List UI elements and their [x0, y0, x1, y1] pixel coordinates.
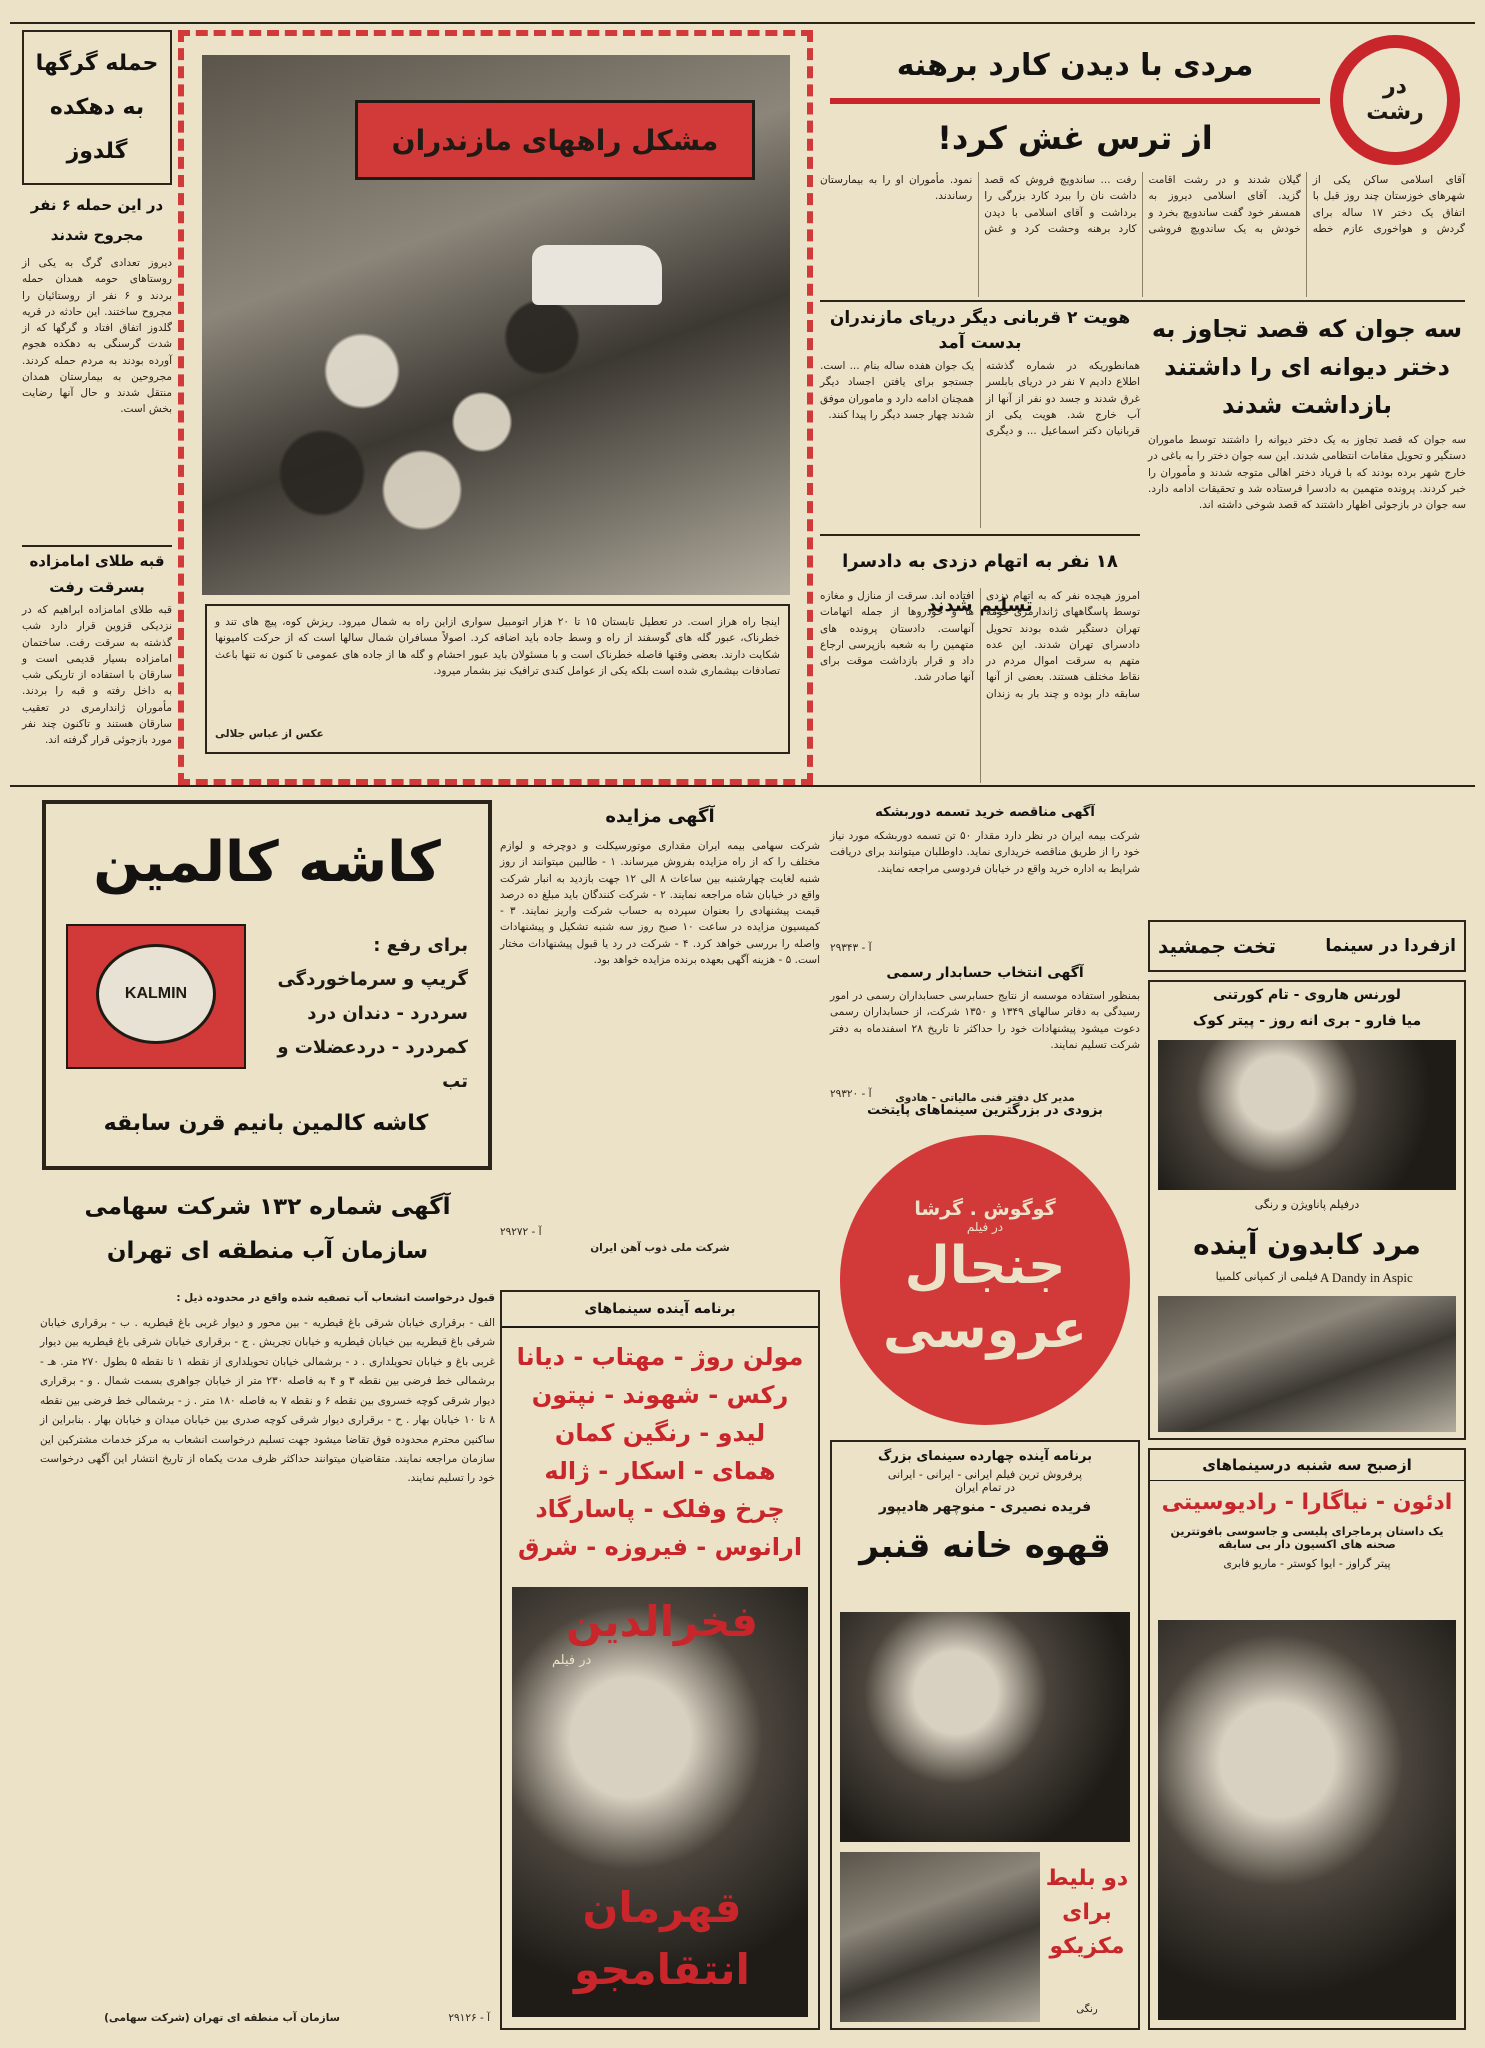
- mazandaran-credit: عکس از عباس جلالی: [215, 728, 324, 740]
- notice132-body: الف - برقراری خیابان شرقی باغ قیطریه - بین محور و دیوار غربی باغ قیطریه . ب - برقراری خیابان شرقی باغ قیطریه بین خیابان قیطریه و خیابان تجریش . ج - برقراری خیابان شرقی باغ قیطریه بین دیوار غربی باغ و خیابان تحویلداری . د - برشمالی خیابان تحویلداری از نقطه ۱ تا نقطه ۵ بطول ۲۷۰ متر. هـ - برشمالی خط فرضی بین نقطه ۳ و ۴ به فاصله ۲۳۰ متر از خیابان جواهری بسمت شمال . و - برقراری دیوار شرقی کوچه خسروی بین نقطه ۶ و نقطه ۷ به فاصله ۱۸۰ متر . ز - برشمالی خط فرضی بین نقطه ۸ تا ۱۰ خیابان بهار . ح - برقراری دیوار شرقی کوچه صدری بین خیابان میدان و خیابان بهار . بنابراین از ساکنین محترم محدوده فوق تقاضا میشود جهت تسلیم درخواست انشعاب به مرکز خدمات مشترکین این سازمان مراجعه نمایند. متقاضیان میتوانند حداکثر ظرف مدت یکماه از تاریخ انتشار این آگهی درخواست خود را تسلیم نمایند.: [40, 1317, 496, 1485]
- wolves-subhead: در این حمله ۶ نفر مجروح شدند: [30, 196, 164, 244]
- cinema-program-header: برنامه آینده سینماهای: [502, 1292, 818, 1328]
- ghahve-stars: فریده نصیری - منوچهر هادیپور: [878, 1499, 1092, 1515]
- mexico-color: رنگی: [1076, 2004, 1098, 2015]
- mazandaran-caption-box: [205, 604, 790, 754]
- mazandaran-banner-text: مشکل راههای مازندران: [391, 123, 719, 157]
- kalamin-line4: کمردرد - دردعضلات و تب: [277, 1037, 468, 1092]
- wolves-sub2: قبه طلای امامزاده بسرقت رفت: [29, 552, 165, 596]
- kalamin-footer: کاشه کالمین بانیم قرن سابقه: [103, 1111, 429, 1136]
- dandy-cast2: میا فارو - بری انه روز - پیتر کوک: [1192, 1013, 1422, 1029]
- rasht-headline-2: از ترس غش کرد!: [937, 119, 1213, 157]
- ghahve-ad: [830, 1440, 1140, 2030]
- notice132-intro: قبول درخواست انشعاب آب تصفیه شده واقع در محدوده ذیل :: [176, 1292, 495, 1304]
- mexico-photo: [840, 1852, 1040, 2022]
- rasht-body: آقای اسلامی ساکن یکی از شهرهای خوزستان چند روز قبل با اتفاق یک دختر ۱۷ ساله برای گردش و هواخوری عازم خطه گیلان شدند و در رشت اقامت گزید. آقای اسلامی دیروز به همسفر خود گفت ساندویچ بخرد و خودش به یک ساندویچ فروشی رفت ... ساندویچ فروش که قصد داشت نان را ببرد کارد بزرگی را برداشت و آقای اسلامی با دیدن کارد برهنه وحشت کرد و غش نمود. مأموران او را به بیمارستان رساندند.: [820, 174, 1465, 235]
- wolves-rule: [22, 545, 172, 547]
- auction-body: شرکت سهامی بیمه ایران مقداری موتورسیکلت و دوچرخه و لوازم مختلف را که از راه مزایده بفروش میرساند. ۱ - طالبین میتوانند از روز شنبه لغایت چهارشنبه بین ساعات ۸ الی ۱۲ جهت بازدید به انبار شرکت واقع در خیابان شاه مراجعه نمایند. ۲ - شرکت کنندگان باید مبلغ ده درصد قیمت پیشنهادی را بعنوان سپرده به حساب شرکت واریز نمایند. ۳ - کمیسیون مزایده در ساعت ۱۰ صبح روز سه شنبه تشکیل و پیشنهادات واصله را بررسی خواهد کرد. ۴ - شرکت در رد یا قبول پیشنهادات مختار است. ۵ - هزینه آگهی بعهده برنده مزایده خواهد بود.: [500, 840, 821, 966]
- rape-body: سه جوان که قصد تجاوز به یک دختر دیوانه را داشتند توسط ماموران دستگیر و تحویل مقامات انتظامی شدند. این سه جوان دختر را به باغی در خارج شهر برده بودند که با فریاد دختر اهالی متوجه شدند و مأموران را خبر کردند. پرونده متهمین به دادسرا فرستاده شد و تحقیقات ادامه دارد. سه جوان در بازجوئی اظهار داشتند که قصد شوخی داشته اند.: [1148, 434, 1466, 512]
- kalamin-title: کاشه کالمین: [93, 830, 441, 895]
- ghahve-header: برنامه آینده چهارده سینمای بزرگ: [878, 1449, 1092, 1464]
- car-shape: [532, 245, 662, 305]
- dandy-header-right: ازفردا در سینما: [1325, 936, 1456, 956]
- jenjal-header: بزودی در بزرگترین سینماهای پایتخت: [867, 1103, 1103, 1118]
- jenjal-sub: در فیلم: [966, 1220, 1004, 1234]
- dandy-header-box: [1148, 920, 1466, 972]
- cinema-row5: چرخ وفلک - پاسارگاد: [535, 1495, 785, 1523]
- cinema-row4: همای - اسکار - ژاله: [544, 1457, 776, 1485]
- accountant-sign: مدیر کل دفتر فنی مالیاتی - هادوی: [895, 1092, 1075, 1104]
- wolves-body2: قبه طلای امامزاده ابراهیم که در نزدیکی قزوین قرار دارد شب گذشته به سرقت رفت. ساختمان امامزاده بسیار قدیمی است و سارقان با استفاده از تاریکی شب به داخل رفته و قبه را بردند. مأموران ژاندارمری در تعقیب سارقان هستند و تاکنون چند نفر مورد بازجوئی قرار گرفته اند.: [22, 604, 172, 747]
- dandy-label: درفیلم پاناویژن و رنگی: [1254, 1198, 1360, 1211]
- wolves-body: دیروز تعدادی گرگ به یکی از روستاهای حومه همدان حمله بردند و ۶ نفر از روستائیان را مجروح ساختند. این حادثه در قریه گلدوز اتفاق افتاد و گرگها که از شدت گرسنگی به دهکده هجوم آورده بودند به مردم حمله کردند. مجروحین به بیمارستان همدان منتقل شدند و حال آنها رضایت بخش است.: [22, 257, 172, 416]
- kalamin-lines: [258, 929, 468, 1092]
- rasht-bottom-rule: [820, 300, 1465, 302]
- thieves-top-rule: [820, 534, 1140, 536]
- adeon-cast: پیتر گراوز - ایوا کوستر - ماریو فابری: [1223, 1557, 1391, 1570]
- adeon-photo: [1158, 1620, 1456, 2020]
- adeon-ad: [1148, 1448, 1466, 2030]
- wolves-headline: حمله گرگها به دهکده گلدوز: [35, 50, 159, 164]
- ghahreman-title: قهرمان انتقامجو: [574, 1883, 750, 1994]
- accountant-code: آ - ۲۹۳۲۰: [830, 1088, 872, 1100]
- ghahve-photo: [840, 1612, 1130, 1842]
- dandy-title-fa: مرد کابدون آینده: [1193, 1228, 1421, 1261]
- rasht-red-rule: [830, 98, 1320, 104]
- fakhredin-poster: [512, 1587, 808, 2017]
- mexico-title: دو بلیط برای مکزیکو: [1045, 1866, 1129, 1959]
- notice132-sign: سازمان آب منطقه ای تهران (شرکت سهامی): [104, 2012, 340, 2024]
- dandy-cast1: لورنس هاروی - تام کورتنی: [1213, 987, 1401, 1003]
- jenjal-stars: گوگوش . گرشا: [914, 1198, 1056, 1220]
- top-rule: [10, 22, 1475, 24]
- cinema-row3: لیدو - رنگین کمان: [554, 1419, 766, 1447]
- cinema-row6: ارانوس - فیروزه - شرق: [517, 1533, 803, 1561]
- kalamin-ad: [42, 800, 492, 1170]
- kalamin-line2: گریپ و سرماخوردگی: [277, 969, 468, 990]
- ghahve-title: قهوه خانه قنبر: [859, 1526, 1111, 1566]
- cinema-program-ad: [500, 1290, 820, 2030]
- cinema-row2: رکس - شهوند - نپتون: [531, 1381, 789, 1409]
- accountant-body: بمنظور استفاده موسسه از نتایج حسابرسی حسابداران رسمی در امور رسیدگی به دفاتر سالهای ۱۳۴۹ و ۱۳۵۰ شرکت، از حسابداران رسمی دعوت میشود پیشنهادات خود را حداکثر تا تاریخ ۲۸ اسفندماه به دفتر شرکت تسلیم نمایند.: [830, 990, 1140, 1051]
- tender-code: آ - ۲۹۳۴۳: [830, 942, 872, 954]
- tender-body: شرکت بیمه ایران در نظر دارد مقدار ۵۰ تن تسمه دوربشکه مورد نیاز خود را از طریق مناقصه خریداری نماید. داوطلبان میتوانند برای دریافت شرایط به اداره خرید واقع در خیابان فردوسی مراجعه نمایند.: [830, 830, 1140, 875]
- dandy-photo-2: [1158, 1296, 1456, 1432]
- sacrifice-headline: هویت ۲ قربانی دیگر دریای مازندران بدست آمد: [829, 308, 1131, 353]
- dandy-photo: [1158, 1040, 1456, 1190]
- kalamin-brand: KALMIN: [124, 985, 188, 1002]
- jenjal-title1: جنجال: [904, 1236, 1066, 1296]
- kalamin-line3: سردرد - دندان درد: [307, 1003, 468, 1024]
- ghahve-sub2: در تمام ایران: [954, 1481, 1016, 1494]
- jenjal-circle: [840, 1135, 1130, 1425]
- sacrifice-body: همانطوریکه در شماره گذشته اطلاع دادیم ۷ نفر در دریای بابلسر غرق شدند و جسد دو نفر از آنها از آب خارج شد. هویت یکی از قربانیان دکتر اسماعیل ... و دیگری یک جوان هفده ساله بنام ... است. جستجو برای یافتن اجساد دیگر همچنان ادامه دارد و ماموران موفق شدند چهار جسد دیگر را پیدا کنند.: [820, 360, 1140, 438]
- fakhredin-title: فخرالدین: [566, 1597, 758, 1646]
- thieves-headline: ۱۸ نفر به اتهام دزدی به دادسرا تسلیم شدند: [842, 551, 1118, 616]
- dandy-header-left: تخت جمشید: [1158, 934, 1276, 958]
- kalamin-package: [66, 924, 246, 1069]
- mazandaran-caption: اینجا راه هراز است. در تعطیل تابستان ۱۵ تا ۲۰ هزار اتومبیل سواری ازاین راه به شمال میرود. ریزش کوه، پیچ های تند و خطرناک، عبور گله های گوسفند از راه و وسط جاده باید اضافه کرد. اصولاً مسافران شمال سالها است که از حرکت کامیونها شکایت دارند. بعضی وقتها فاصله خطرناک است و با مسئولان باید عبور احشام و گله ها از جاده های عمومی تا کنون نه تنها باعث تصادفات بیشماری شده است بلکه یکی از عوامل کندی ترافیک نیز بشمار میرود.: [215, 616, 780, 677]
- dandy-title-en: A Dandy in Aspic: [1320, 1270, 1413, 1285]
- adeon-desc1: یک داستان پرماجرای پلیسی و جاسوسی بافوتترین: [1170, 1525, 1444, 1538]
- jenjal-title2: عروسی: [883, 1300, 1087, 1360]
- dandy-company: فیلمی از کمپانی کلمبیا: [1215, 1270, 1318, 1283]
- adeon-desc2: صحنه های اکسیون دار بی سابقه: [1218, 1538, 1396, 1551]
- thieves-body: امروز هیجده نفر که به اتهام دزدی توسط پاسگاههای ژاندارمری حومه تهران دستگیر شده بودند تحویل دادسرای تهران شدند. این عده متهم به سرقت اموال مردم در نقاط مختلف هستند. بعضی از آنها سابقه دار بوده و چند بار به زندان افتاده اند. سرقت از منازل و مغازه ها و خودروها از جمله اتهامات آنهاست. دادستان پرونده های متهمین را به شعبه بازپرسی ارجاع داد و قرار بازداشت موقت برای آنها صادر شد.: [820, 590, 1140, 700]
- tender-headline: آگهی مناقصه خرید تسمه دوربشکه: [875, 805, 1095, 820]
- auction-code: آ - ۲۹۲۷۲: [500, 1226, 542, 1238]
- kalamin-line1: برای رفع :: [373, 935, 468, 956]
- kalamin-tin-icon: [96, 944, 216, 1044]
- notice132-code: آ - ۲۹۱۲۶: [448, 2012, 490, 2024]
- dandy-ad: [1148, 980, 1466, 1440]
- rasht-badge: [1330, 35, 1460, 165]
- adeon-header: ازصبح سه شنبه درسینماهای: [1150, 1450, 1464, 1481]
- auction-sign: شرکت ملی ذوب آهن ایران: [590, 1242, 730, 1254]
- rape-headline: سه جوان که قصد تجاوز به دختر دیوانه ای را داشتند بازداشت شدند: [1151, 315, 1463, 419]
- cinema-row1: مولن روژ - مهتاب - دیانا: [516, 1343, 804, 1371]
- fakhredin-sub: در فیلم: [552, 1653, 592, 1668]
- rasht-headline: مردی با دیدن کارد برهنه: [896, 48, 1254, 83]
- wolves-headline-box: [22, 30, 172, 185]
- ghahve-sub: پرفروش ترین فیلم ایرانی - ایرانی - ایرانی: [887, 1468, 1083, 1481]
- auction-headline: آگهی مزایده: [605, 806, 715, 827]
- adeon-cinemas: ادئون - نیاگارا - رادیوسیتی: [1161, 1490, 1453, 1515]
- rasht-badge-text: در رشت: [1366, 73, 1424, 125]
- accountant-headline: آگهی انتخاب حسابدار رسمی: [886, 965, 1084, 981]
- mazandaran-banner: [355, 100, 755, 180]
- notice132-headline: آگهی شماره ۱۳۲ شرکت سهامی سازمان آب منطقه ای تهران: [84, 1194, 451, 1264]
